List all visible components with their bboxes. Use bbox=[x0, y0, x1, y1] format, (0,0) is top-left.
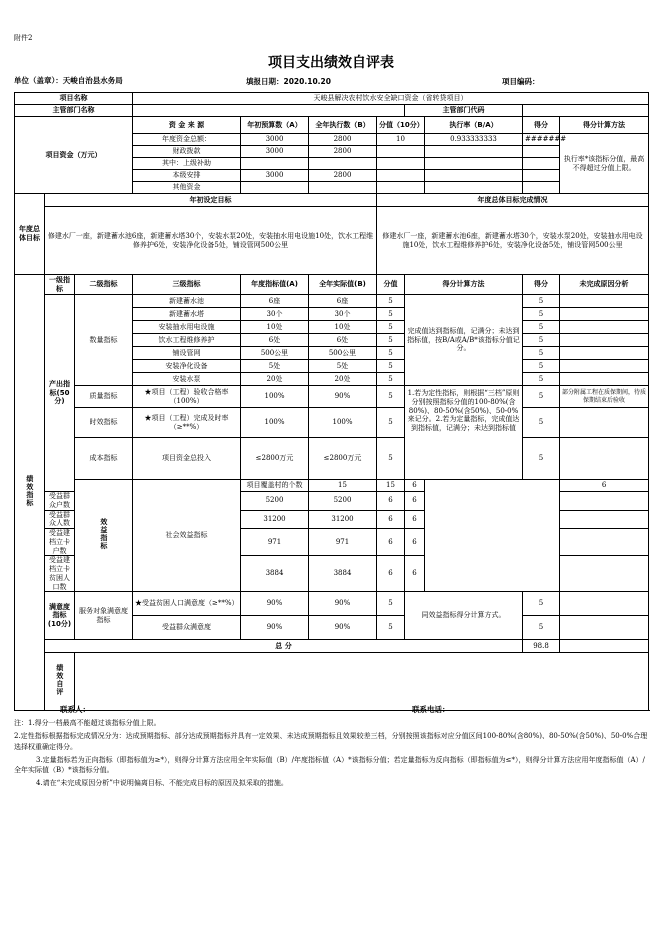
indicator-score: 5 bbox=[523, 308, 560, 321]
quantity-indicator-label: 数量指标 bbox=[75, 295, 133, 386]
indicator-score: 5 bbox=[523, 373, 560, 386]
cost-indicator-label: 成本指标 bbox=[75, 438, 133, 480]
indicator-actual: 10处 bbox=[309, 321, 377, 334]
goals-done-header: 年度总体目标完成情况 bbox=[377, 194, 649, 207]
indicator-score: 6 bbox=[405, 556, 425, 592]
indicator-score: 5 bbox=[523, 616, 560, 640]
ind-header-weight: 分值 bbox=[377, 275, 405, 295]
funds-row-source: 其他资金 bbox=[133, 182, 241, 194]
goals-set-text: 修建水厂一座，新建蓄水池6座，新建蓄水塔30个，安装水泵20处，安装抽水用电设施10处，饮水工程维修养护6处，安装净化设备5处，铺设管网500公里 bbox=[45, 207, 377, 275]
social-benefit-label: 社会效益指标 bbox=[133, 480, 241, 592]
indicator-weight: 5 bbox=[377, 360, 405, 373]
dept-code-label: 主管部门代码 bbox=[405, 105, 523, 117]
indicator-score: 5 bbox=[523, 347, 560, 360]
funds-method: 执行率*该指标分值，最高不得超过分值上限。 bbox=[560, 134, 649, 194]
project-code-label: 项目编码： bbox=[502, 77, 540, 86]
indicator-score: 6 bbox=[405, 529, 425, 556]
funds-header-weight: 分值（10分） bbox=[377, 117, 425, 134]
note-line: 注：1.得分一档最高不能超过该指标分值上限。 bbox=[14, 719, 161, 727]
satisfaction-indicator-label: 满意度指标(10分) bbox=[45, 592, 75, 640]
indicator-name: 受益群众户数 bbox=[45, 492, 75, 511]
indicator-weight: 6 bbox=[377, 529, 405, 556]
indicator-score: 5 bbox=[523, 295, 560, 308]
ind-header-level3: 三级指标 bbox=[133, 275, 241, 295]
funds-section-label: 项目资金（万元） bbox=[15, 117, 133, 194]
project-name-label: 项目名称 bbox=[15, 93, 133, 105]
indicator-score: 5 bbox=[523, 438, 560, 480]
indicator-name: 铺设管网 bbox=[133, 347, 241, 360]
evaluation-table bbox=[14, 92, 649, 711]
note-line: 3.定量指标若为正向指标（即指标值为≥*），则得分计算方法应用全年实际值（B）/年度指标值（A）*该指标分值；若定量指标为反向指标（即指标值为≤*），则得分计算方法应用年度指标值（A）/全年实际值（B）*该指标分值。 bbox=[14, 755, 645, 775]
notes bbox=[14, 718, 648, 791]
indicator-actual: 20处 bbox=[309, 373, 377, 386]
funds-row-budget: 3000 bbox=[241, 170, 309, 182]
funds-row-actual bbox=[309, 158, 377, 170]
indicator-target: 90% bbox=[241, 616, 309, 640]
indicator-target: 500公里 bbox=[241, 347, 309, 360]
indicator-weight: 5 bbox=[377, 308, 405, 321]
indicator-actual: 3884 bbox=[309, 556, 377, 592]
project-name-value: 天峻县解决农村饮水安全缺口资金（省转贷项目） bbox=[133, 93, 649, 105]
goals-set-header: 年初设定目标 bbox=[45, 194, 377, 207]
quality-indicator-label: 质量指标 bbox=[75, 386, 133, 408]
indicator-target: 6处 bbox=[241, 334, 309, 347]
indicator-score: 5 bbox=[523, 386, 560, 408]
funds-row-actual bbox=[309, 182, 377, 194]
unit-label: 单位（盖章）：天峻自治县水务局 bbox=[14, 76, 123, 85]
indicator-name: 受益建档立卡户数 bbox=[45, 529, 75, 556]
total-score-value: 98.8 bbox=[523, 640, 560, 653]
ind-header-score: 得分 bbox=[523, 275, 560, 295]
goals-section-label: 年度总体目标 bbox=[15, 194, 45, 275]
indicator-target: 5处 bbox=[241, 360, 309, 373]
indicator-name: 项目资金总投入 bbox=[133, 438, 241, 480]
indicator-weight: 5 bbox=[377, 408, 405, 438]
indicator-target: 100% bbox=[241, 386, 309, 408]
indicator-weight: 5 bbox=[377, 438, 405, 480]
indicator-weight: 5 bbox=[377, 373, 405, 386]
indicator-weight: 5 bbox=[377, 334, 405, 347]
ind-header-method: 得分计算方法 bbox=[405, 275, 523, 295]
indicator-actual: 15 bbox=[377, 480, 405, 492]
indicator-name: 受益建档立卡贫困人口数 bbox=[45, 556, 75, 592]
indicator-score: 5 bbox=[523, 334, 560, 347]
self-evaluation-content bbox=[75, 653, 649, 711]
indicator-name: 受益群众满意度 bbox=[133, 616, 241, 640]
indicator-target: 5200 bbox=[241, 492, 309, 511]
indicator-weight: 6 bbox=[377, 492, 405, 511]
indicator-target: 6座 bbox=[241, 295, 309, 308]
service-satisfaction-label: 服务对象满意度指标 bbox=[75, 592, 133, 640]
indicator-actual: 500公里 bbox=[309, 347, 377, 360]
goals-done-text: 修建水厂一座，新建蓄水池6座，新建蓄水塔30个，安装水泵20处，安装抽水用电设施10处，饮水工程维修养护6处，安装净化设备5处，铺设管网500公里 bbox=[377, 207, 649, 275]
benefit-indicator-label: 效益指标 bbox=[75, 480, 133, 592]
indicator-target: 30个 bbox=[241, 308, 309, 321]
funds-header-score: 得分 bbox=[523, 117, 560, 134]
funds-row-source: 财政拨款 bbox=[133, 146, 241, 158]
indicator-score: 5 bbox=[523, 408, 560, 438]
indicator-target: 100% bbox=[241, 408, 309, 438]
indicator-name: ★项目（工程）完成及时率（≥**%） bbox=[133, 408, 241, 438]
funds-row-actual: 2800 bbox=[309, 170, 377, 182]
indicator-name: 新建蓄水塔 bbox=[133, 308, 241, 321]
contact-phone-label: 联系电话： bbox=[412, 705, 450, 714]
indicator-actual: 6处 bbox=[309, 334, 377, 347]
funds-row-actual: 2800 bbox=[309, 146, 377, 158]
ind-header-level1: 一级指标 bbox=[45, 275, 75, 295]
funds-header-source: 资 金 来 源 bbox=[133, 117, 241, 134]
funds-header-budget: 年初预算数（A） bbox=[241, 117, 309, 134]
indicator-actual: 90% bbox=[309, 386, 377, 408]
ind-header-reason: 未完成原因分析 bbox=[560, 275, 649, 295]
indicator-weight: 5 bbox=[377, 295, 405, 308]
note-line: 2.定性指标根据指标完成情况分为：达成预期指标、部分达成预期指标并具有一定效果、未达成预期指标且效果较差三档，分别按照该指标对应分值区间100-80%(含80%)、80-50%(含50%)、50-0%合理选择权重确定得分。 bbox=[14, 731, 648, 751]
indicator-score: 6 bbox=[560, 480, 649, 492]
indicator-score: 5 bbox=[523, 321, 560, 334]
indicator-name: ★项目（工程）验收合格率（100%） bbox=[133, 386, 241, 408]
page-title: 项目支出绩效自评表 bbox=[268, 55, 394, 71]
self-evaluation-label: 绩效自评 bbox=[45, 653, 75, 711]
qualitative-method: 1.若为定性指标，则根据“三档”原则分别按照指标分值的100-80%(含80%)、80-50%(含50%)、50-0%来记分。2.若为定量指标，完成值达到指标值，记满分；未达到指标值 bbox=[405, 386, 523, 480]
ind-header-actual: 全年实际值(B) bbox=[309, 275, 377, 295]
indicator-target: ≤2800万元 bbox=[241, 438, 309, 480]
indicator-weight: 5 bbox=[377, 321, 405, 334]
indicator-actual: 31200 bbox=[309, 510, 377, 529]
indicator-actual: ≤2800万元 bbox=[309, 438, 377, 480]
indicator-weight: 6 bbox=[377, 556, 405, 592]
funds-row-score: ####### bbox=[523, 134, 560, 146]
ind-header-level2: 二级指标 bbox=[75, 275, 133, 295]
fill-date-label: 填报日期：2020.10.20 bbox=[246, 77, 331, 86]
timeliness-indicator-label: 时效指标 bbox=[75, 408, 133, 438]
indicator-actual: 6座 bbox=[309, 295, 377, 308]
indicator-score: 5 bbox=[523, 360, 560, 373]
contact-person-label: 联系人： bbox=[60, 705, 90, 714]
indicators-section-label: 绩效指标 bbox=[15, 275, 45, 711]
attachment-label: 附件2 bbox=[14, 34, 33, 42]
funds-header-actual: 全年执行数（B） bbox=[309, 117, 377, 134]
indicator-weight: 5 bbox=[377, 592, 405, 616]
indicator-target: 31200 bbox=[241, 510, 309, 529]
indicator-weight: 5 bbox=[377, 616, 405, 640]
ind-header-target: 年度指标值(A) bbox=[241, 275, 309, 295]
indicator-actual: 100% bbox=[309, 408, 377, 438]
note-line: 4.请在“未完成原因分析”中说明偏离目标、不能完成目标的原因及拟采取的措施。 bbox=[36, 779, 288, 788]
indicator-weight: 6 bbox=[405, 480, 425, 492]
satisfaction-method: 同效益指标得分计算方式。 bbox=[405, 592, 523, 640]
funds-row-budget bbox=[241, 182, 309, 194]
indicator-name: 安装抽水用电设施 bbox=[133, 321, 241, 334]
indicator-name: 项目覆盖村的个数 bbox=[241, 480, 309, 492]
funds-row-weight: 10 bbox=[377, 134, 425, 146]
indicator-score: 5 bbox=[523, 592, 560, 616]
indicator-name: 新建蓄水池 bbox=[133, 295, 241, 308]
indicator-actual: 90% bbox=[309, 616, 377, 640]
indicator-actual: 971 bbox=[309, 529, 377, 556]
funds-row-budget: 3000 bbox=[241, 146, 309, 158]
funds-row-source: 年度资金总额： bbox=[133, 134, 241, 146]
funds-row-budget bbox=[241, 158, 309, 170]
funds-header-rate: 执行率（B/A） bbox=[425, 117, 523, 134]
indicator-actual: 30个 bbox=[309, 308, 377, 321]
output-indicator-label: 产出指标(50分) bbox=[45, 295, 75, 492]
funds-row-source: 本级安排 bbox=[133, 170, 241, 182]
indicator-name: 受益群众人数 bbox=[45, 510, 75, 529]
indicator-target: 15 bbox=[309, 480, 377, 492]
funds-row-budget: 3000 bbox=[241, 134, 309, 146]
indicator-name: 安装水泵 bbox=[133, 373, 241, 386]
indicator-name: ★受益贫困人口满意度（≥**%） bbox=[133, 592, 241, 616]
total-score-label: 总 分 bbox=[45, 640, 523, 653]
indicator-actual: 90% bbox=[309, 592, 377, 616]
indicator-target: 3884 bbox=[241, 556, 309, 592]
funds-row-rate: 0.933333333 bbox=[425, 134, 523, 146]
indicator-actual: 5200 bbox=[309, 492, 377, 511]
indicator-target: 90% bbox=[241, 592, 309, 616]
indicator-weight: 5 bbox=[377, 347, 405, 360]
indicator-target: 20处 bbox=[241, 373, 309, 386]
indicator-target: 10处 bbox=[241, 321, 309, 334]
indicator-weight: 5 bbox=[377, 386, 405, 408]
dept-name-label: 主管部门名称 bbox=[15, 105, 133, 117]
dept-name-value bbox=[133, 105, 405, 117]
indicator-target: 971 bbox=[241, 529, 309, 556]
indicator-score: 6 bbox=[405, 510, 425, 529]
quantity-method: 完成值达到指标值，记满分；未达到指标值，按B/A或A/B*该指标分值记分。 bbox=[405, 295, 523, 386]
funds-header-method: 得分计算方法 bbox=[560, 117, 649, 134]
dept-code-value bbox=[523, 105, 649, 117]
indicator-name: 安装净化设备 bbox=[133, 360, 241, 373]
funds-row-actual: 2800 bbox=[309, 134, 377, 146]
indicator-name: 饮水工程维修养护 bbox=[133, 334, 241, 347]
indicator-score: 6 bbox=[405, 492, 425, 511]
indicator-weight: 6 bbox=[377, 510, 405, 529]
funds-row-source: 其中：上级补助 bbox=[133, 158, 241, 170]
indicator-reason: 部分附属工程在质保期间，待质保期结束后验收 bbox=[560, 386, 649, 408]
indicator-actual: 5处 bbox=[309, 360, 377, 373]
